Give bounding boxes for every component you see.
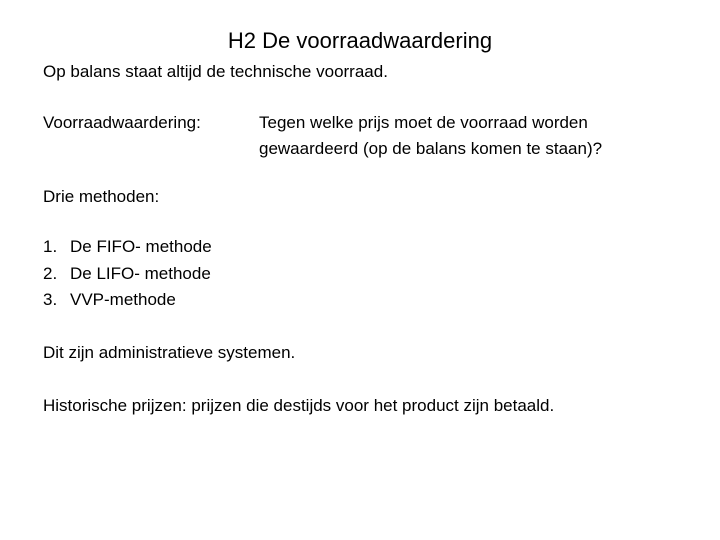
term-label: Voorraadwaardering: — [43, 113, 201, 132]
definition-line-1: Tegen welke prijs moet de voorraad worden — [259, 113, 588, 132]
list-item — [43, 287, 212, 314]
list-item-number: 2. — [43, 263, 58, 283]
intro-text: Op balans staat altijd de technische voorraad. — [43, 62, 388, 81]
list-item-label: VVP-methode — [70, 290, 176, 309]
term-definition — [259, 110, 602, 162]
list-item-label: De LIFO- methode — [70, 263, 211, 283]
list-item-number: 3. — [43, 290, 58, 309]
list-item-label: De FIFO- methode — [70, 237, 212, 256]
historic-prices-note: Historische prijzen: prijzen die destijds voor het product zijn betaald. — [43, 396, 555, 415]
list-item — [43, 261, 212, 288]
list-item-number: 1. — [43, 237, 58, 256]
slide-title: H2 De voorraadwaardering — [227, 28, 493, 53]
definition-line-2: gewaardeerd (op de balans komen te staan)? — [259, 139, 603, 158]
admin-note: Dit zijn administratieve systemen. — [43, 343, 296, 362]
list-item — [43, 234, 212, 261]
methods-heading: Drie methoden: — [43, 187, 160, 206]
methods-list — [43, 234, 212, 314]
